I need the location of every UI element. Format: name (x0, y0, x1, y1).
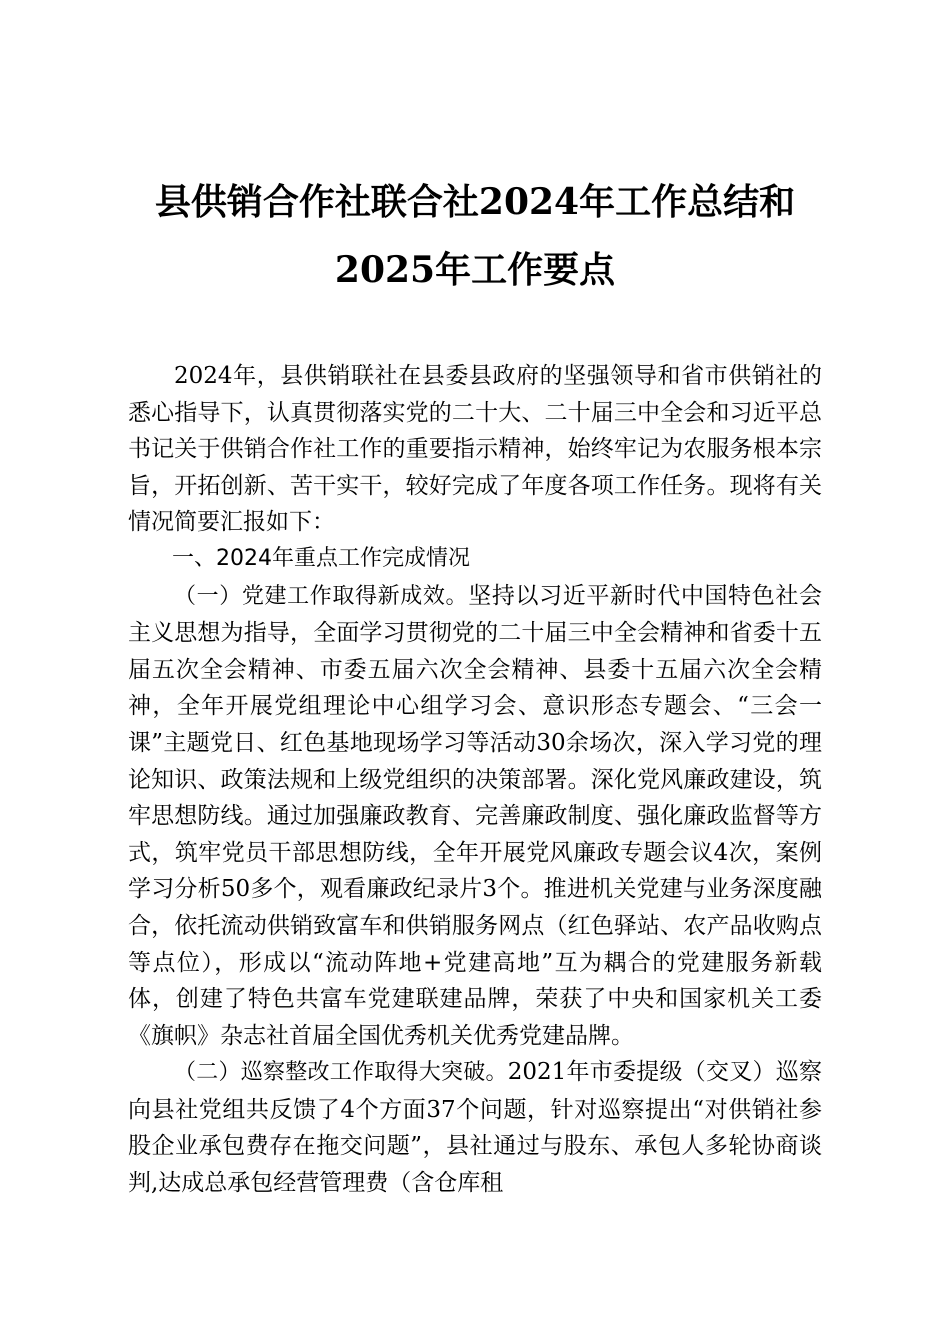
inspection-lead: （二）巡察整改工作取得大突破。 (174, 1060, 508, 1086)
inspection-paragraph (128, 1054, 822, 1201)
inspection-text: 2021年市委提级（交叉）巡察向县社党组共反馈了4个方面37个问题，针对巡察提出“对供销社参股企业承包费存在拖交问题”，县社通过与股东、承包人多轮协商谈判,达成总承包经营管理费（含仓库租 (128, 1059, 822, 1197)
document-title: 县供销合作社联合社2024年工作总结和2025年工作要点 (154, 181, 796, 291)
party-building-text: 坚持以习近平新时代中国特色社会主义思想为指导，全面学习贯彻党的二十届三中全会精神和省委十五届五次全会精神、市委五届六次全会精神、县委十五届六次全会精神，全年开展党组理论中心组学习会、意识形态专题会、“三会一课”主题党日、红色基地现场学习等活动30余场次，深入学习党的理论知识、政策法规和上级党组织的决策部署。深化党风廉政建设，筑牢思想防线。通过加强廉政教育、完善廉政制度、强化廉政监督等方式，筑牢党员干部思想防线，全年开展党风廉政专题会议4次，案例学习分析50多个，观看廉政纪录片3个。推进机关党建与业务深度融合，依托流动供销致富车和供销服务网点（红色驿站、农产品收购点等点位），形成以“流动阵地+党建高地”互为耦合的党建服务新载体，创建了特色共富车党建联建品牌，荣获了中央和国家机关工委《旗帜》杂志社首届全国优秀机关优秀党建品牌。 (128, 582, 822, 1049)
section-heading: 一、2024年重点工作完成情况 (172, 545, 470, 571)
document-body (128, 358, 822, 1202)
intro-paragraph: 2024年，县供销联社在县委县政府的坚强领导和省市供销社的悉心指导下，认真贯彻落实党的二十大、二十届三中全会和习近平总书记关于供销合作社工作的重要指示精神，始终牢记为农服务根本宗旨，开拓创新、苦干实干，较好完成了年度各项工作任务。现将有关情况简要汇报如下： (128, 363, 822, 536)
party-building-paragraph (128, 578, 822, 1055)
party-building-lead: （一）党建工作取得新成效。 (174, 583, 469, 609)
